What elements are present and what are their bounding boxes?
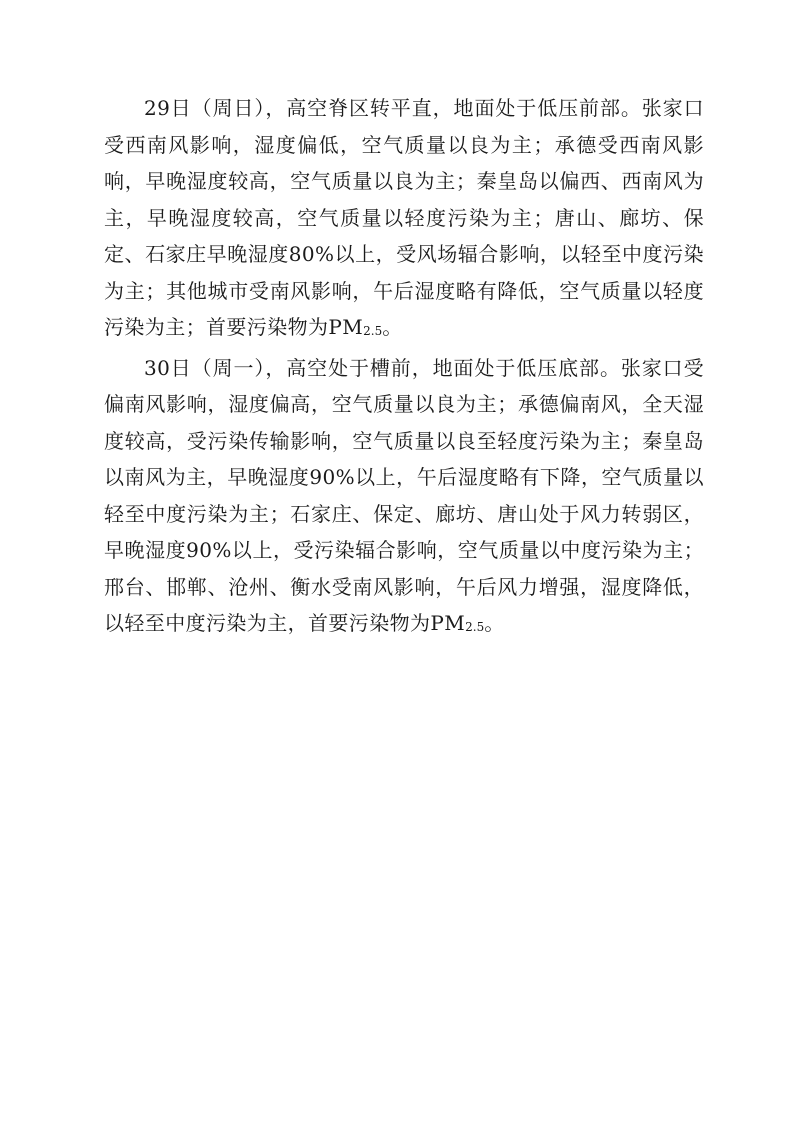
paragraph-text: 29日（周日），高空脊区转平直，地面处于低压前部。张家口受西南风影响，湿度偏低，空气质量以良为主；承德受西南风影响，早晚湿度较高，空气质量以良为主；秦皇岛以偏西、西南风为主，早晚湿度较高，空气质量以轻度污染为主；唐山、廊坊、保定、石家庄早晚湿度80%以上，受风场辐合影响，以轻至中度污染为主；其他城市受南风影响，午后湿度略有降低，空气质量以轻度污染为主；首要污染物为PM [104, 96, 704, 339]
paragraph-end-punct: 。 [382, 315, 403, 339]
paragraph-end-punct: 。 [484, 611, 505, 635]
pm-subscript: 2.5 [465, 620, 485, 634]
document-body [104, 90, 704, 646]
pm-subscript: 2.5 [363, 324, 383, 338]
forecast-paragraph-29 [104, 90, 704, 350]
paragraph-text: 30日（周一），高空处于槽前，地面处于低压底部。张家口受偏南风影响，湿度偏高，空气质量以良为主；承德偏南风，全天湿度较高，受污染传输影响，空气质量以良至轻度污染为主；秦皇岛以南风为主，早晚湿度90%以上，午后湿度略有下降，空气质量以轻至中度污染为主；石家庄、保定、廊坊、唐山处于风力转弱区，早晚湿度90%以上，受污染辐合影响，空气质量以中度污染为主；邢台、邯郸、沧州、衡水受南风影响，午后风力增强，湿度降低，以轻至中度污染为主，首要污染物为PM [104, 355, 704, 635]
forecast-paragraph-30 [104, 350, 704, 646]
